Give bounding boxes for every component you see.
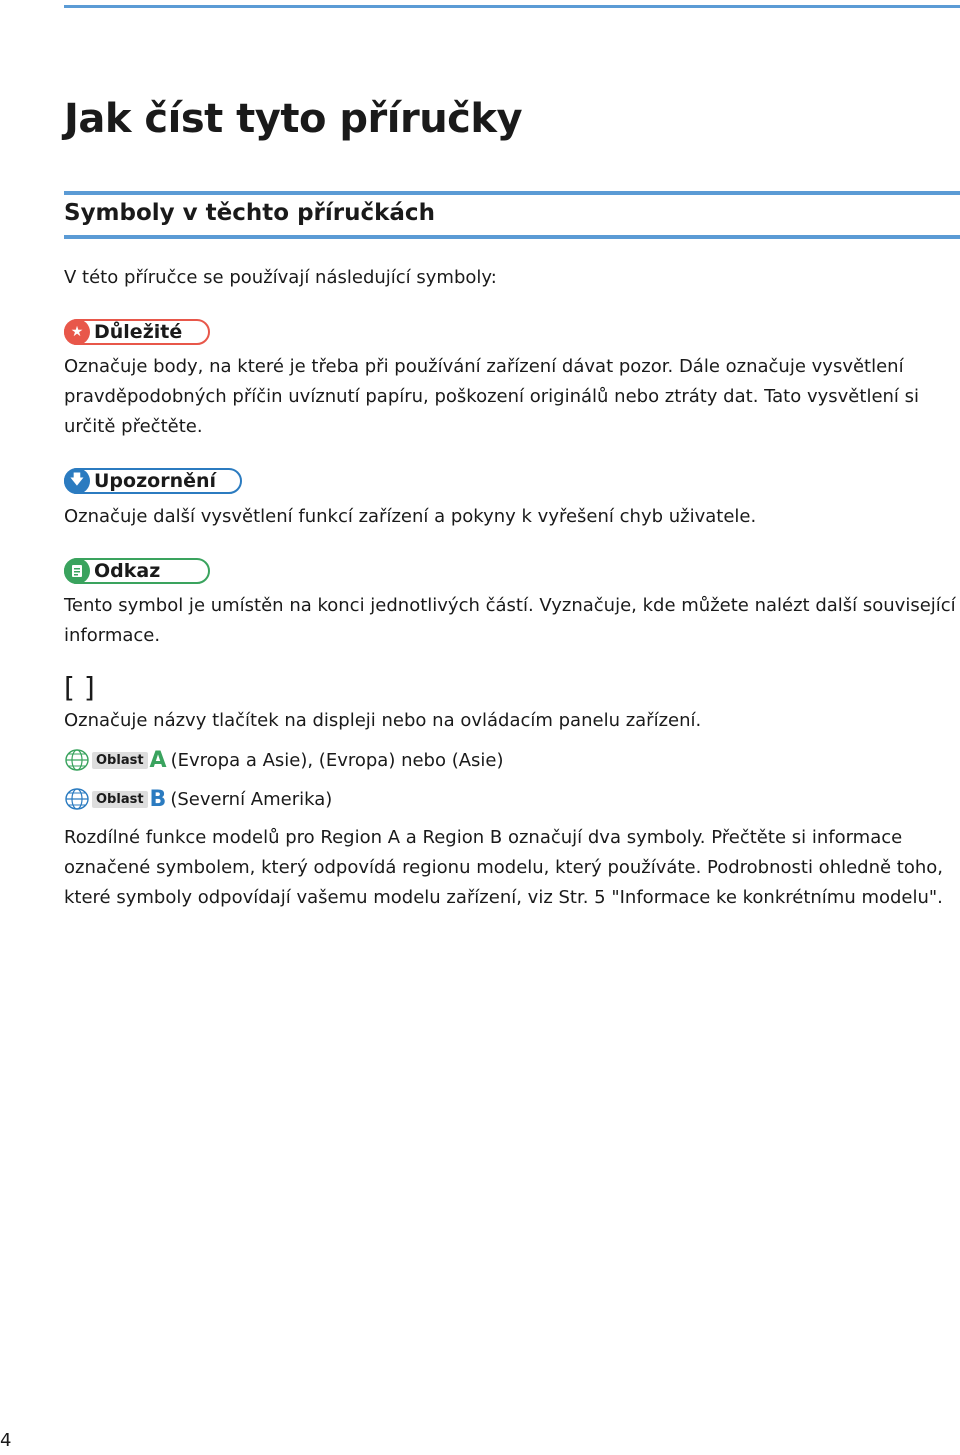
note-text: Označuje další vysvětlení funkcí zařízení a pokyny k vyřešení chyb uživatele.	[64, 506, 757, 527]
region-b-row	[64, 786, 332, 812]
important-badge	[64, 319, 210, 345]
region-tag: Oblast	[92, 752, 148, 769]
important-text: Označuje body, na které je třeba při používání zařízení dávat pozor. Dále označuje vysvětlení pravděpodobných příčin uvíznutí papíru, poškození originálů nebo ztráty dat. Tato vysvětlení si určitě přečtěte.	[64, 356, 920, 437]
section-heading: Symboly v těchto příručkách	[64, 200, 435, 226]
page-title: Jak číst tyto příručky	[64, 96, 523, 142]
document-icon	[64, 558, 90, 584]
note-label: Upozornění	[94, 470, 217, 492]
reference-text: Tento symbol je umístěn na konci jednotlivých částí. Vyznačuje, kde můžete nalézt další související informace.	[64, 595, 956, 646]
region-text: (Evropa a Asie), (Evropa) nebo (Asie)	[170, 749, 504, 771]
region-a-row	[64, 747, 504, 773]
intro-text: V této příručce se používají následující symboly:	[64, 267, 497, 288]
region-letter: B	[149, 786, 167, 812]
page-number: 4	[0, 1430, 12, 1451]
note-badge	[64, 468, 242, 494]
region-explanation: Rozdílné funkce modelů pro Region A a Region B označují dva symboly. Přečtěte si informace označené symbolem, který odpovídá regionu modelu, který používáte. Podrobnosti ohledně toho, které symboly odpovídají vašemu modelu zařízení, viz Str. 5 "Informace ke konkrétnímu modelu".	[64, 827, 944, 908]
star-icon: ★	[64, 319, 90, 345]
region-text: (Severní Amerika)	[170, 788, 333, 810]
globe-icon	[64, 749, 90, 771]
important-label: Důležité	[94, 321, 183, 343]
section-header	[64, 191, 960, 241]
globe-icon	[64, 788, 90, 810]
region-letter: A	[149, 747, 167, 773]
reference-badge	[64, 558, 210, 584]
arrow-down-icon: 🡇	[64, 468, 90, 494]
section-rule-bottom	[64, 235, 960, 239]
brackets-symbol: [ ]	[64, 671, 95, 704]
region-tag: Oblast	[92, 791, 148, 808]
section-rule-top	[64, 191, 960, 195]
reference-label: Odkaz	[94, 560, 161, 582]
brackets-text: Označuje názvy tlačítek na displeji nebo na ovládacím panelu zařízení.	[64, 710, 702, 731]
top-rule	[64, 5, 960, 8]
